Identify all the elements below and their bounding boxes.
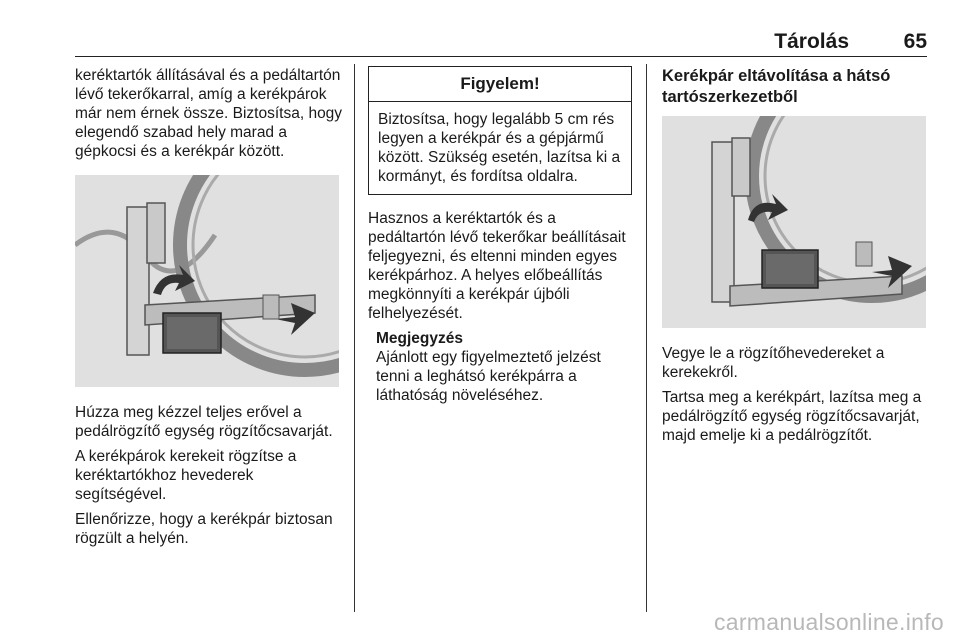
column-2: [368, 66, 636, 405]
column-divider-1: [354, 64, 355, 612]
col1-paragraph-2: A kerékpárok kerekeit rögzítse a keréktartókhoz hevederek segítségével.: [75, 448, 297, 503]
header-title: Tárolás: [774, 30, 849, 53]
page-header: [75, 30, 927, 54]
illustration-bike-removal-drawing: [662, 116, 926, 328]
col1-intro: keréktartók állításával és a pedáltartón lévő tekerőkarral, amíg a kerékpárok már nem érnek össze. Biztosítsa, hogy elegendő szabad hely marad a gépkocsi és a kerékpár között.: [75, 67, 343, 160]
col3-paragraph-1: Vegye le a rögzítőhevedereket a kerekekről.: [662, 345, 885, 381]
warning-box: [368, 66, 632, 195]
page-number: 65: [903, 30, 927, 53]
note-text: Ajánlott egy figyelmeztető jelzést tenni a leghátsó kerékpárra a láthatóság növeléséhez.: [376, 349, 601, 404]
col1-paragraph-1: Húzza meg kézzel teljes erővel a pedálrögzítő egység rögzítőcsavarját.: [75, 404, 333, 440]
col3-paragraph-2: Tartsa meg a kerékpárt, lazítsa meg a pedálrögzítő egység rögzítőcsavarját, majd emelje ki a pedálrögzítőt.: [662, 389, 922, 444]
note-block: [376, 329, 636, 405]
illustration-bike-clamp: [75, 175, 339, 387]
watermark: carmanualsonline.info: [713, 609, 944, 635]
column-3: [662, 66, 928, 451]
column-divider-2: [646, 64, 647, 612]
column-1: [75, 66, 345, 554]
note-title: Megjegyzés: [376, 330, 464, 347]
warning-title: Figyelem!: [369, 67, 631, 102]
section-title: Kerékpár eltávolítása a hátsó tartószerkezetből: [662, 67, 891, 106]
col1-paragraph-3: Ellenőrizze, hogy a kerékpár biztosan rögzült a helyén.: [75, 511, 333, 547]
illustration-bike-clamp-drawing: [75, 175, 339, 387]
illustration-bike-removal: [662, 116, 926, 328]
warning-text: Biztosítsa, hogy legalább 5 cm rés legyen a kerékpár és a gépjármű között. Szükség esetén, lazítsa ki a kormányt, és fordítsa oldalra.: [378, 111, 621, 185]
header-rule: [75, 56, 927, 57]
col2-paragraph-1: Hasznos a keréktartók és a pedáltartón lévő tekerőkar beállításait feljegyezni, és eltenni minden egyes kerékpárhoz. A helyes előbeállítás megkönnyíti a kerékpár újbóli felhelyezését.: [368, 210, 626, 322]
